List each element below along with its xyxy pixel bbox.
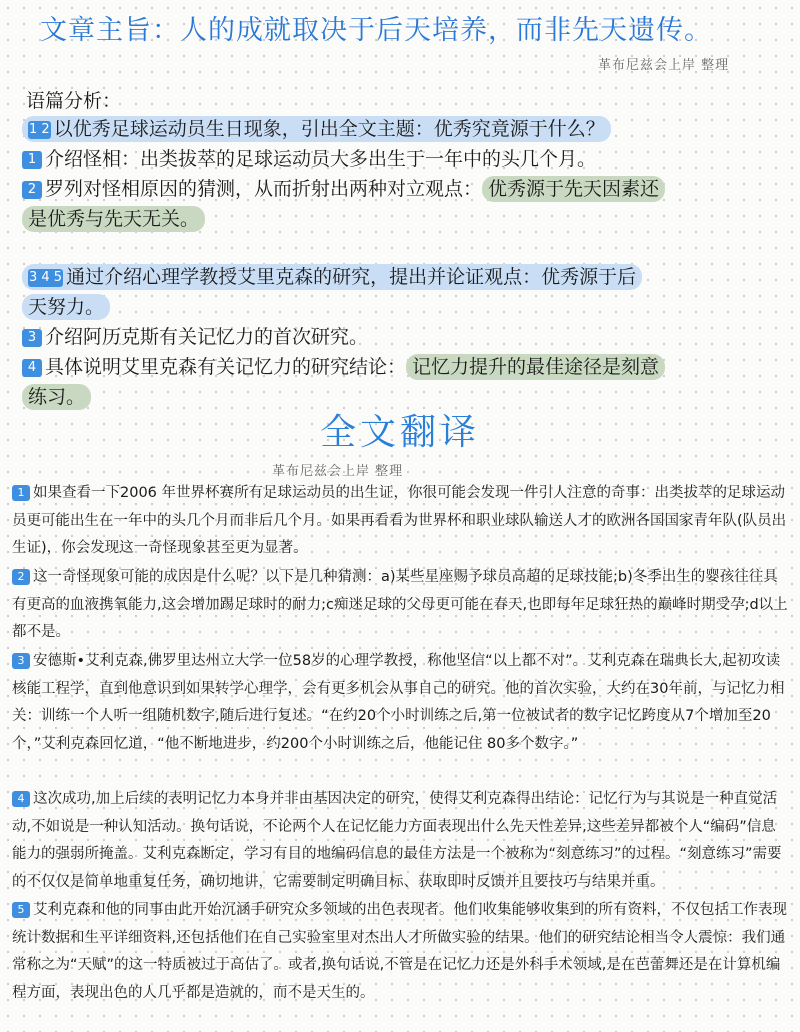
signature: 革布尼兹会上岸 整理 xyxy=(272,464,404,479)
analysis-line xyxy=(22,174,792,204)
highlighted-text: 练习。 xyxy=(22,384,91,410)
analysis-text: 通过介绍心理学教授艾里克森的研究，提出并论证观点：优秀源于后 xyxy=(66,266,637,288)
signature: 革布尼兹会上岸 整理 xyxy=(598,58,730,73)
number-badge: 1 xyxy=(22,151,42,169)
paragraph-text: 这次成功,加上后续的表明记忆力本身并非由基因决定的研究，使得艾利克森得出结论：记忆行为与其说是一种直觉活动,不如说是一种认知活动。换句话说，不论两个人在记忆能力方面表现出什么先天性差异,这些差异都被个人“编码”信息能力的强弱所掩盖。艾利克森断定，学习有目的地编码信息的最佳方法是一个被称为“刻意练习”的过程。“刻意练习”需要的不仅仅是简单地重复任务，确切地讲，它需要制定明确目标、获取即时反馈并且要技巧与结果并重。 xyxy=(12,791,782,890)
analysis-line xyxy=(22,114,792,144)
analysis-line xyxy=(22,322,792,352)
translation-paragraph xyxy=(12,786,788,896)
translation-paragraph xyxy=(12,648,788,758)
analysis-text: 具体说明艾里克森有关记忆力的研究结论： xyxy=(45,356,407,378)
number-badge: 1 2 xyxy=(29,122,50,137)
analysis-line xyxy=(22,352,792,382)
number-badge: 2 xyxy=(12,569,30,585)
page-title: 文章主旨：人的成就取决于后天培养，而非先天遗传。 xyxy=(40,15,712,46)
paragraph-text: 艾利克森和他的同事由此开始沉涵手研究众多领域的出色表现者。他们收集能够收集到的所有资料，不仅包括工作表现统计数据和生平详细资料,还包括他们在自己实验室里对杰出人才所做实验的结果。他们的研究结论相当令人震惊：我们通常称之为“天赋”的这一特质被过于高估了。或者,换句话说,不管是在记忆力还是外科手术领域,是在芭蕾舞还是在计算机编程方面，表现出色的人几乎都是造就的，而不是天生的。 xyxy=(12,902,787,1001)
translation-paragraph xyxy=(12,897,788,1007)
paragraph-text: 这一奇怪现象可能的成因是什么呢？以下是几种猜测：a)某些星座赐予球员高超的足球技能;b)冬季出生的婴孩往往具有更高的血液携氧能力,这会增加踢足球时的耐力;c痴迷足球的父母更可能在春天,也即每年足球狂热的巅峰时期受孕;d以上都不是。 xyxy=(12,569,788,641)
analysis-line-continued xyxy=(22,204,792,234)
analysis-text: 罗列对怪相原因的猜测，从而折射出两种对立观点： xyxy=(45,178,483,200)
number-badge: 4 xyxy=(22,359,42,377)
analysis-line xyxy=(22,262,792,292)
paragraph-text: 如果查看一下2006 年世界杯赛所有足球运动员的出生证，你很可能会发现一件引人注意的奇事：出类拔萃的足球运动员更可能出生在一年中的头几个月而非后几个月。如果再看看为世界杯和职业球队输送人才的欧洲各国国家青年队(队员出生证)，你会发现这一奇怪现象甚至更为显著。 xyxy=(12,485,787,557)
highlighted-text: 天努力。 xyxy=(22,294,110,320)
paragraph-text: 安德斯•艾利克森,佛罗里达州立大学一位58岁的心理学教授，称他坚信“以上都不对”。艾利克森在瑞典长大,起初攻读核能工程学，直到他意识到如果转学心理学，会有更多机会从事自己的研究。他的首次实验，大约在30年前，与记忆力相关：训练一个人听一组随机数字,随后进行复述。“在约20个小时训练之后,第一位被试者的数字记忆跨度从7个增加至20个，”艾利克森回忆道，“他不断地进步，约200个小时训练之后，他能记住 80多个数字。” xyxy=(12,653,785,752)
number-badge: 4 xyxy=(12,791,30,807)
number-badge: 3 xyxy=(22,329,42,347)
number-badge: 3 xyxy=(12,653,30,669)
analysis-line-continued xyxy=(22,292,792,322)
analysis-line xyxy=(22,144,792,174)
number-badge: 3 4 5 xyxy=(29,270,63,285)
highlighted-text: 是优秀与先天无关。 xyxy=(22,206,205,232)
analysis-heading: 语篇分析： xyxy=(26,90,122,112)
highlighted-text: 优秀源于先天因素还 xyxy=(482,176,665,202)
translation-paragraph xyxy=(12,564,788,647)
analysis-text: 介绍阿历克斯有关记忆力的首次研究。 xyxy=(45,326,369,348)
number-badge: 5 xyxy=(12,902,30,918)
analysis-text: 介绍怪相：出类拔萃的足球运动员大多出生于一年中的头几个月。 xyxy=(45,148,597,170)
number-badge: 2 xyxy=(22,181,42,199)
analysis-text: 以优秀足球运动员生日现象，引出全文主题：优秀究竟源于什么？ xyxy=(53,118,605,140)
highlighted-text: 记忆力提升的最佳途径是刻意 xyxy=(406,354,665,380)
translation-heading: 全文翻译 xyxy=(319,412,480,453)
translation-paragraph xyxy=(12,480,788,563)
number-badge: 1 xyxy=(12,485,30,501)
